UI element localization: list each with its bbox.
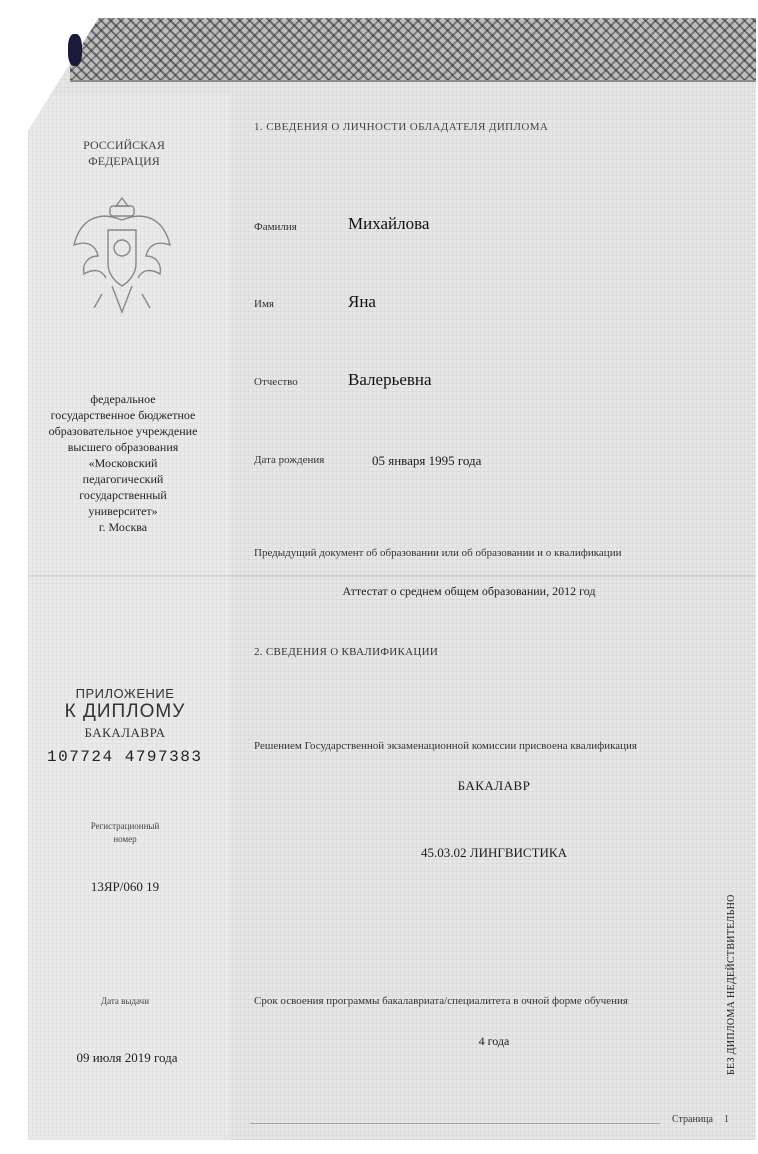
- appendix-heading: [40, 686, 210, 741]
- guilloche-ornament-band: [70, 18, 756, 82]
- appendix-line-2: К ДИПЛОМУ: [64, 701, 186, 722]
- org-line: «Московский: [88, 456, 158, 470]
- specialty-value: 45.03.02 ЛИНГВИСТИКА: [421, 845, 567, 860]
- appendix-line-3: БАКАЛАВРА: [84, 725, 166, 740]
- registration-label: [70, 820, 180, 846]
- registration-number: 13ЯР/060 19: [90, 879, 160, 894]
- org-line: педагогический: [82, 472, 164, 486]
- page-number: 1: [724, 1114, 729, 1125]
- org-line: государственный: [79, 488, 167, 502]
- bottom-rule: [250, 1123, 660, 1124]
- org-line: г. Москва: [98, 520, 148, 534]
- surname-value: Михайлова: [348, 214, 430, 233]
- validity-note: БЕЗ ДИПЛОМА НЕДЕЙСТВИТЕЛЬНО: [726, 894, 737, 1075]
- issue-date-label: Дата выдачи: [100, 996, 150, 1006]
- qualification-value: БАКАЛАВР: [457, 778, 531, 793]
- country-name: [74, 137, 174, 169]
- birth-date-value: 05 января 1995 года: [372, 453, 482, 468]
- org-line: высшего образования: [67, 440, 179, 454]
- issuing-organization: [30, 391, 216, 535]
- name-value: Яна: [348, 292, 376, 311]
- issue-date: 09 июля 2019 года: [76, 1050, 178, 1065]
- study-term-label: Срок освоения программы бакалавриата/специалитета в очной форме обучения: [254, 995, 628, 1007]
- surname-label: Фамилия: [254, 221, 297, 233]
- patronymic-label: Отчество: [254, 376, 298, 388]
- org-line: университет»: [88, 504, 158, 518]
- clip-mark: [68, 34, 82, 66]
- fold-line: [28, 575, 756, 577]
- section-2-title: 2. СВЕДЕНИЯ О КВАЛИФИКАЦИИ: [254, 646, 439, 658]
- commission-decision: Решением Государственной экзаменационной комиссии присвоена квалификация: [254, 740, 637, 752]
- org-line: федеральное: [90, 392, 156, 406]
- page-label: Страница: [672, 1114, 713, 1125]
- registration-label-line-2: номер: [113, 834, 137, 844]
- section-1-title: 1. СВЕДЕНИЯ О ЛИЧНОСТИ ОБЛАДАТЕЛЯ ДИПЛОМА: [254, 121, 549, 133]
- previous-document-label: Предыдущий документ об образовании или об образовании и о квалификации: [254, 547, 622, 559]
- patronymic-value: Валерьевна: [348, 370, 432, 389]
- name-label: Имя: [254, 298, 274, 310]
- country-line-1: РОССИЙСКАЯ: [83, 138, 165, 152]
- coat-of-arms-icon: [68, 190, 176, 320]
- birth-date-label: Дата рождения: [254, 454, 325, 466]
- org-line: образовательное учреждение: [48, 424, 198, 438]
- study-term-value: 4 года: [478, 1034, 510, 1048]
- org-line: государственное бюджетное: [50, 408, 196, 422]
- country-line-2: ФЕДЕРАЦИЯ: [88, 154, 160, 168]
- registration-label-line-1: Регистрационный: [90, 821, 160, 831]
- previous-document-value: Аттестат о среднем общем образовании, 2012 год: [342, 584, 596, 598]
- serial-number: 107724 4797383: [47, 748, 203, 766]
- appendix-line-1: ПРИЛОЖЕНИЕ: [75, 686, 175, 701]
